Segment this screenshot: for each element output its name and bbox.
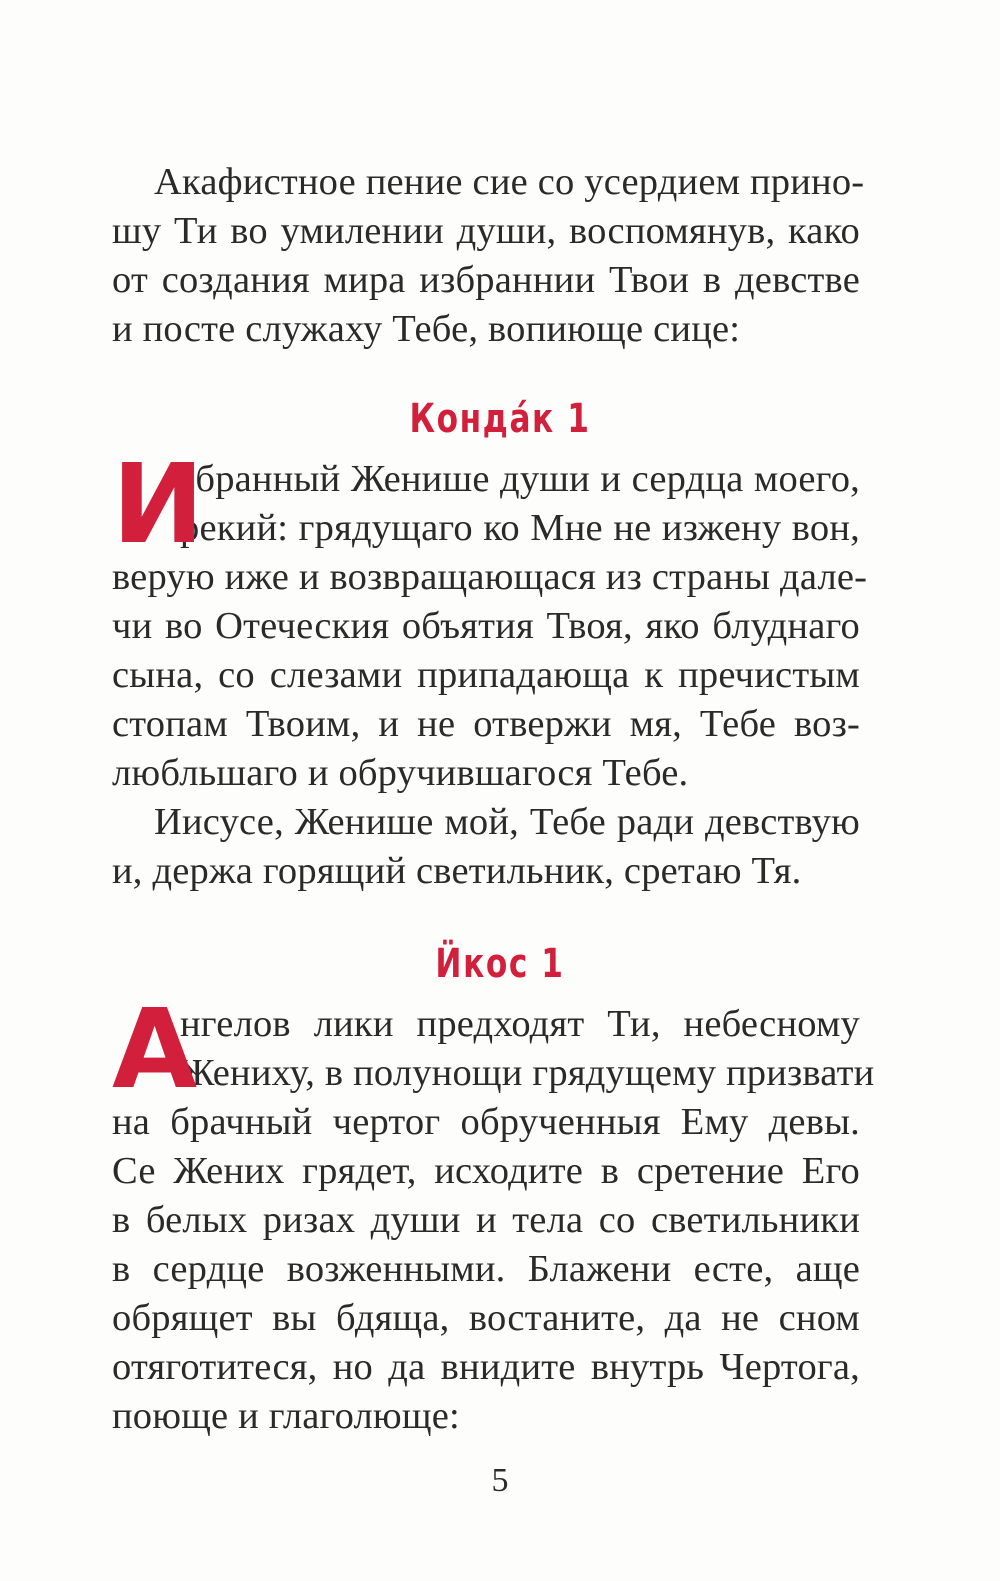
ikos-line: обрящет вы бдяща, востаните, да не сном xyxy=(112,1297,860,1339)
ikos-paragraph xyxy=(112,985,875,1441)
kondak-paragraph xyxy=(112,440,868,896)
kondak-line: стопам Твоим, и не отвержи мя, Тебе воз- xyxy=(112,703,860,745)
kondak-refrain-line: и, держа горящий светильник, сретаю Тя. xyxy=(112,850,802,892)
ikos-line: в белых ризах души и тела со светильники xyxy=(112,1199,860,1241)
ikos-title: Ӥкос 1 xyxy=(435,941,565,987)
ikos-dropcap: А xyxy=(112,985,198,1113)
kondak-line: сына, со слезами припадающа к пречистым xyxy=(112,654,860,696)
kondak-line: верую иже и возвращающася из страны дале- xyxy=(112,556,868,598)
kondak-line: збранный Женише души и сердца моего, xyxy=(180,458,860,500)
ikos-line: нгелов лики предходят Ти, небесному xyxy=(180,1003,860,1045)
ikos-line: на брачный чертог обрученныя Ему девы. xyxy=(112,1101,860,1143)
kondak-line: чи во Отеческия объятия Твоя, яко блуднаго xyxy=(112,605,860,647)
kondak-dropcap: И xyxy=(112,440,205,568)
intro-line: от создания мира избраннии Твои в девстве xyxy=(112,259,860,301)
intro-line: шу Ти во умилении души, воспомянув, како xyxy=(112,210,860,252)
kondak-title: Кондáк 1 xyxy=(409,396,591,442)
kondak-line: любльшаго и обручившагося Тебе. xyxy=(112,752,689,794)
page-number: 5 xyxy=(491,1462,509,1499)
ikos-line: в сердце возженными. Блажени есте, аще xyxy=(112,1248,860,1290)
ikos-line: отяготитеся, но да внидите внутрь Чертога, xyxy=(112,1346,860,1388)
intro-line: Акафистное пение сие со усердием прино- xyxy=(154,161,865,203)
ikos-line: Се Жених грядет, исходите в сретение Его xyxy=(112,1150,860,1192)
kondak-refrain-line: Иисусе, Женише мой, Тебе ради девствую xyxy=(154,801,860,843)
ikos-line: поюще и глаголюще: xyxy=(112,1395,460,1437)
intro-line: и посте служаху Тебе, вопиюще сице: xyxy=(112,308,741,350)
intro-paragraph xyxy=(112,158,865,354)
kondak-line: рекий: грядущаго ко Мне не изжену вон, xyxy=(180,507,860,549)
ikos-line: Жениху, в полунощи грядущему призвати xyxy=(180,1052,875,1094)
